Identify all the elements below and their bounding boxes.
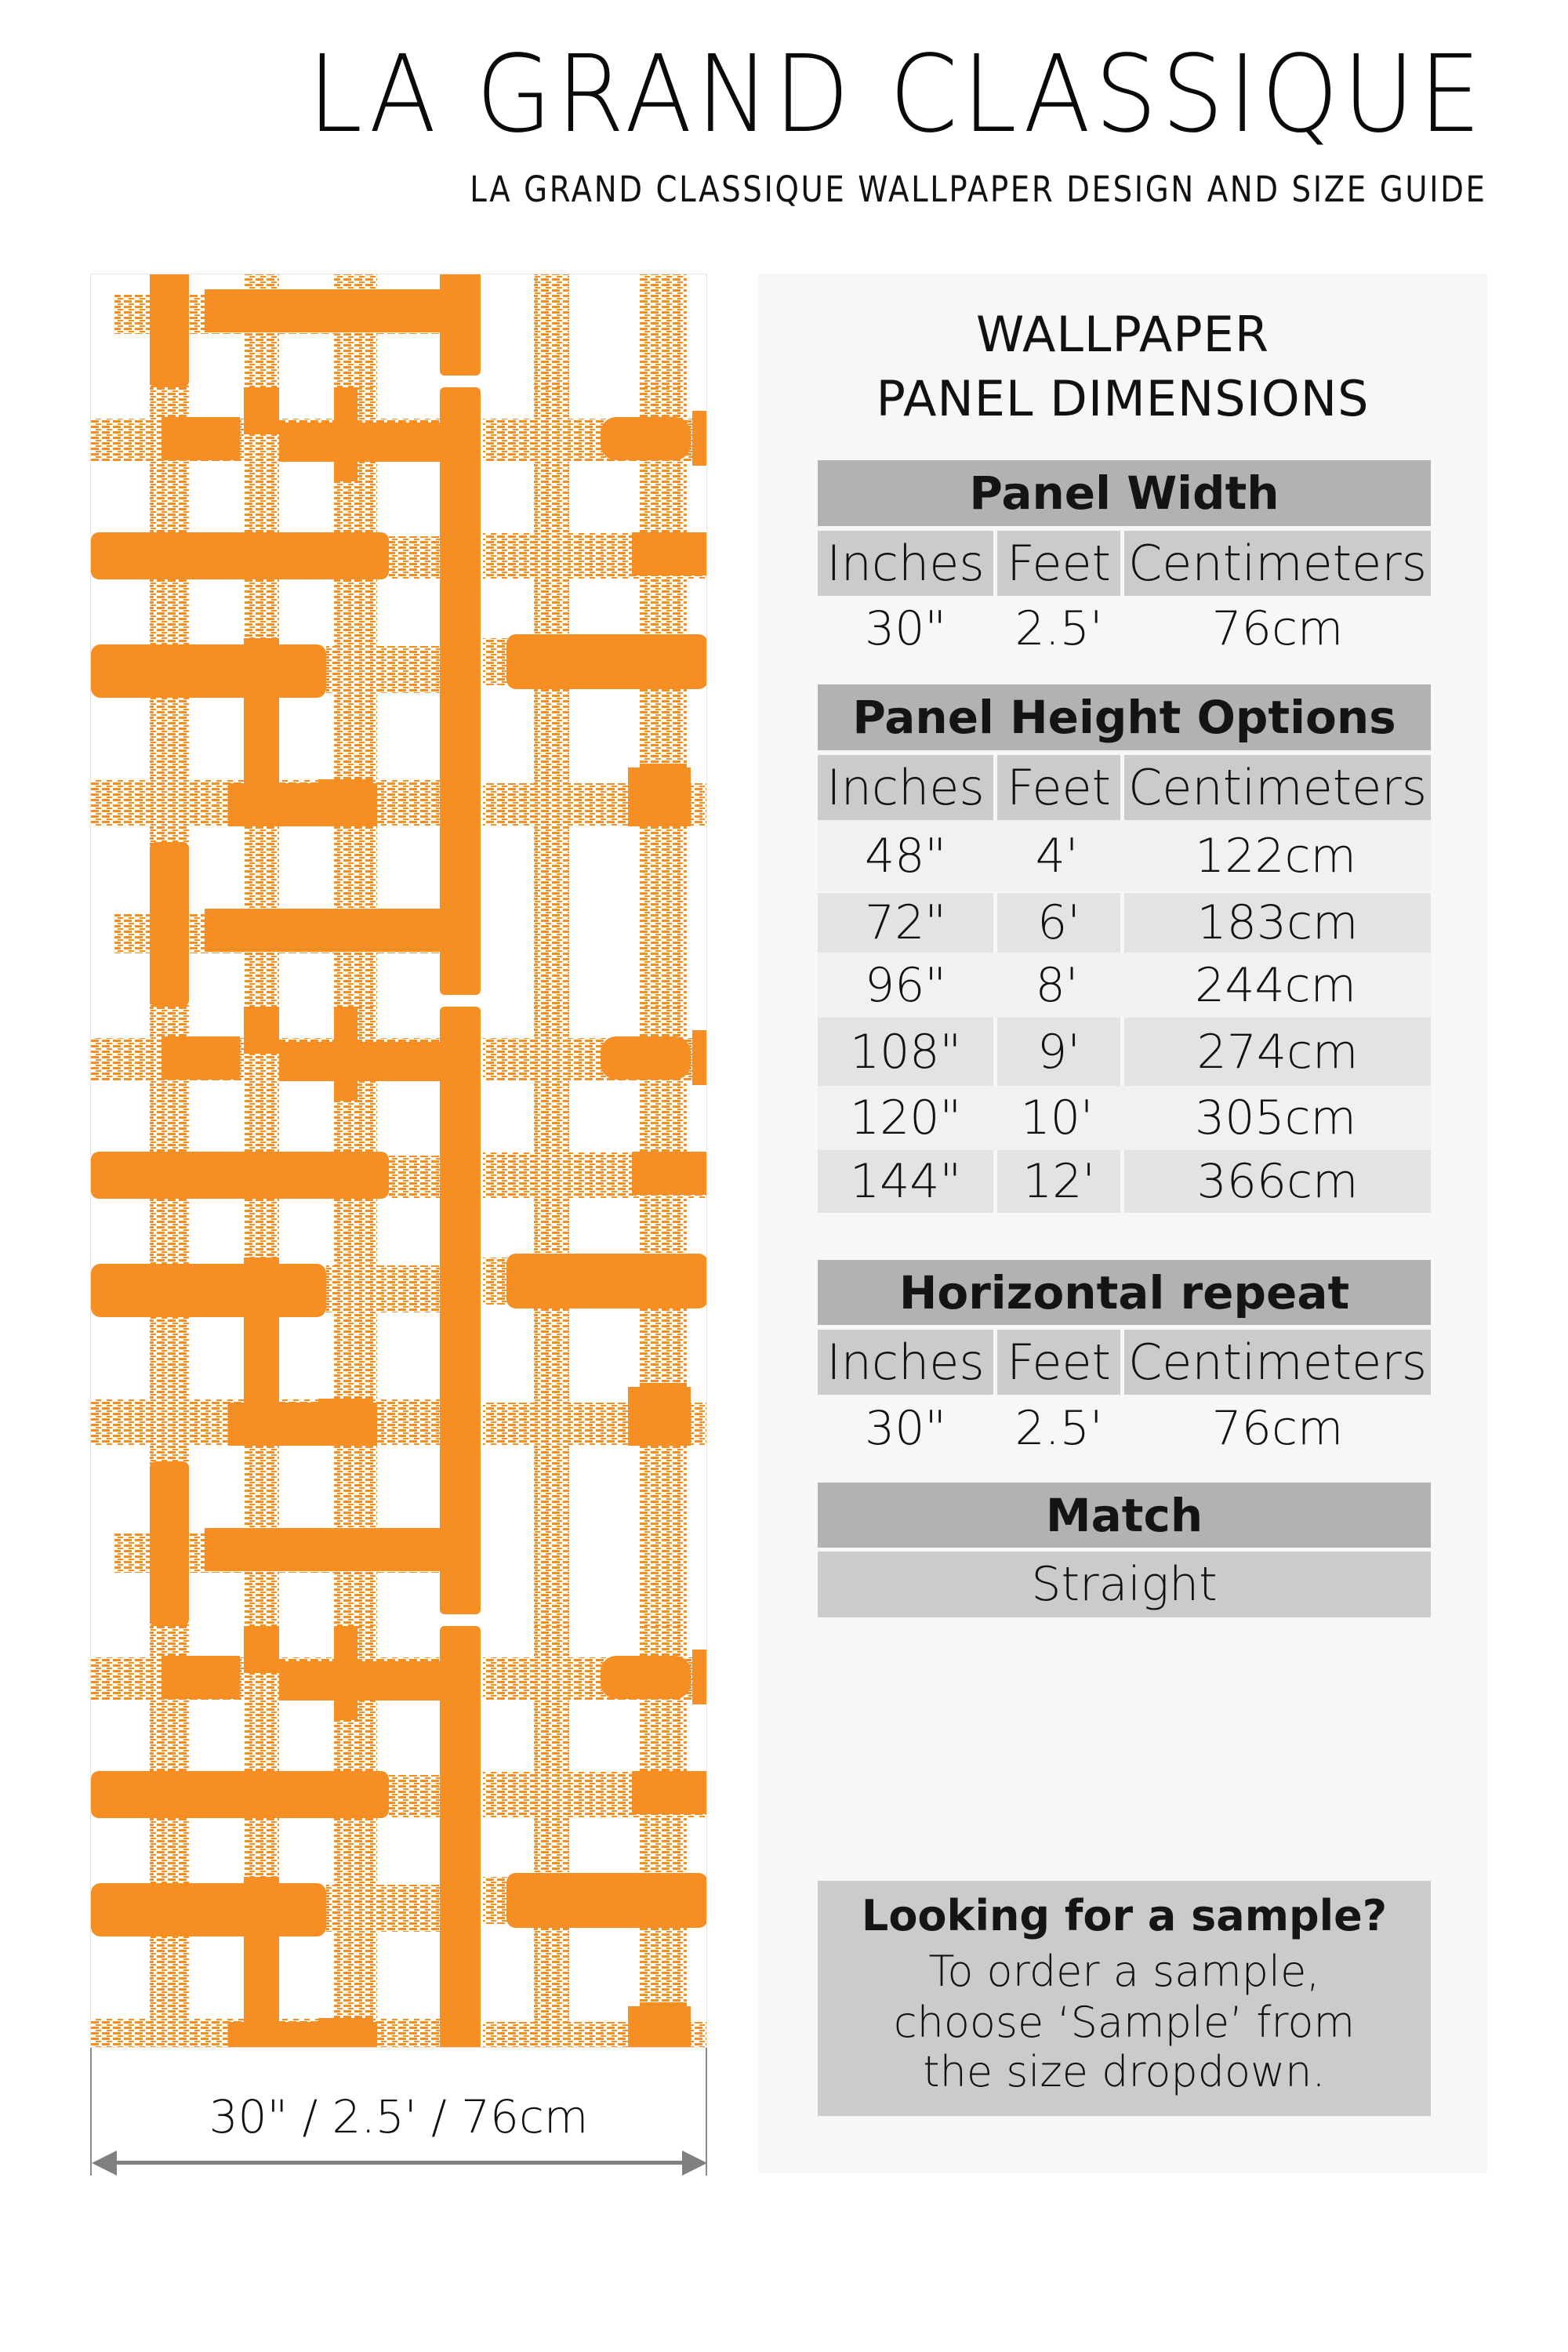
col-inches: Inches <box>818 755 993 820</box>
height-row <box>818 1150 1431 1213</box>
height-cm: 122cm <box>1120 820 1431 891</box>
sample-info-box <box>818 1881 1431 2116</box>
width-feet: 2.5' <box>1014 601 1103 656</box>
arrow-right-icon <box>682 2151 707 2176</box>
width-arrow <box>102 2161 695 2165</box>
col-centimeters: Centimeters <box>1124 1330 1431 1395</box>
col-centimeters: Centimeters <box>1124 755 1431 820</box>
col-centimeters: Centimeters <box>1124 531 1431 596</box>
height-row <box>818 893 1431 953</box>
col-feet: Feet <box>997 531 1120 596</box>
repeat-cm: 76cm <box>1211 1401 1344 1456</box>
height-feet: 9' <box>997 1018 1120 1086</box>
col-feet: Feet <box>997 755 1120 820</box>
height-cm: 366cm <box>1124 1150 1431 1213</box>
height-row <box>818 1018 1431 1086</box>
panel-width-values <box>818 596 1431 662</box>
width-inches: 30" <box>865 601 946 656</box>
height-cm: 244cm <box>1120 953 1431 1018</box>
height-inches: 108" <box>818 1018 993 1086</box>
height-cm: 183cm <box>1124 893 1431 953</box>
height-row <box>818 953 1431 1018</box>
panel-width-columns <box>818 531 1431 596</box>
col-feet: Feet <box>997 1330 1120 1395</box>
repeat-feet: 2.5' <box>1014 1401 1103 1456</box>
height-row <box>818 820 1431 891</box>
wallpaper-pattern <box>91 274 707 2048</box>
brand-subtitle: LA GRAND CLASSIQUE WALLPAPER DESIGN AND SIZE GUIDE <box>470 169 1487 210</box>
height-inches: 144" <box>818 1150 993 1213</box>
sample-text-line: choose ‘Sample’ from <box>893 1998 1356 2047</box>
repeat-inches: 30" <box>865 1401 946 1456</box>
width-measurement-label: 30" / 2.5' / 76cm <box>209 2090 589 2143</box>
match-value: Straight <box>818 1552 1431 1617</box>
wallpaper-preview <box>90 274 707 2048</box>
sample-text-line: To order a sample, <box>928 1947 1320 1996</box>
arrow-left-icon <box>92 2151 117 2176</box>
width-cm: 76cm <box>1211 601 1344 656</box>
sample-text-line: the size dropdown. <box>923 2047 1326 2096</box>
horizontal-repeat-columns <box>818 1330 1431 1395</box>
height-cm: 305cm <box>1120 1086 1431 1150</box>
panel-heading-line2: PANEL DIMENSIONS <box>876 370 1370 427</box>
panel-width-header: Panel Width <box>818 460 1431 526</box>
height-cm: 274cm <box>1124 1018 1431 1086</box>
height-feet: 10' <box>993 1086 1120 1150</box>
panel-height-header: Panel Height Options <box>818 684 1431 750</box>
horizontal-repeat-header: Horizontal repeat <box>818 1260 1431 1325</box>
col-inches: Inches <box>818 531 993 596</box>
height-feet: 4' <box>993 820 1120 891</box>
height-inches: 120" <box>818 1086 993 1150</box>
brand-title: LA GRAND CLASSIQUE <box>307 33 1485 157</box>
height-inches: 48" <box>818 820 993 891</box>
height-feet: 6' <box>997 893 1120 953</box>
match-header: Match <box>818 1483 1431 1548</box>
height-inches: 96" <box>818 953 993 1018</box>
height-feet: 12' <box>997 1150 1120 1213</box>
height-feet: 8' <box>993 953 1120 1018</box>
col-inches: Inches <box>818 1330 993 1395</box>
sample-title: Looking for a sample? <box>861 1891 1388 1940</box>
horizontal-repeat-values <box>818 1395 1431 1462</box>
panel-heading-line1: WALLPAPER <box>976 306 1269 363</box>
panel-height-columns <box>818 755 1431 820</box>
height-row <box>818 1086 1431 1150</box>
height-inches: 72" <box>818 893 993 953</box>
